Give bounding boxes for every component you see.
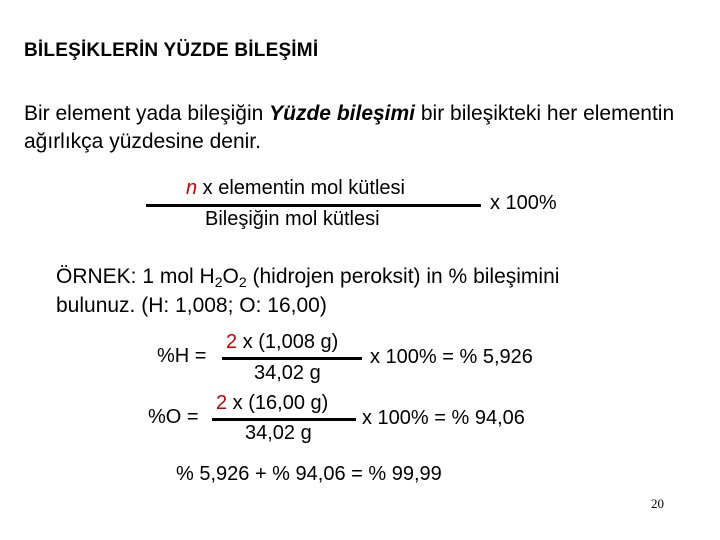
calc-o-result: x 100% = % 94,06 [362,407,525,429]
example-line1-b: O [222,265,239,288]
example-line1-c: (hidrojen peroksit) in % bileşimini [246,265,560,288]
calc-h-numerator-text: x (1,008 g) [237,331,339,353]
calc-o-fraction-bar [212,418,356,421]
formula-numerator-text: x elementin mol kütlesi [197,177,405,199]
calc-h-result: x 100% = % 5,926 [370,346,533,368]
formula-multiplier: x 100% [490,192,557,214]
calc-h-coefficient: 2 [226,331,238,353]
sum-check-line: % 5,926 + % 94,06 = % 99,99 [176,463,442,485]
calc-o-label: %O = [148,406,199,428]
example-line1-a: ÖRNEK: 1 mol H [56,265,215,288]
calc-h-numerator [226,331,338,354]
slide-title: BİLEŞİKLERİN YÜZDE BİLEŞİMİ [24,40,319,61]
formula-denominator: Bileşiğin mol kütlesi [205,208,380,230]
calc-h-denominator: 34,02 g [254,362,321,384]
example-subscript-o: 2 [238,274,247,290]
definition-paragraph [24,100,684,156]
page-number: 20 [651,496,664,511]
calc-o-denominator: 34,02 g [245,422,312,444]
calc-o-numerator-text: x (16,00 g) [227,392,329,414]
example-line2: bulunuz. (H: 1,008; O: 16,00) [56,294,327,317]
definition-text-end: bir bileşikteki her elementin ağırlıkça yüzdesine denir. [24,102,675,153]
calc-o-coefficient: 2 [216,392,228,414]
formula-numerator [186,177,405,200]
calc-h-fraction-bar [222,357,362,360]
example-subscript-h: 2 [214,274,223,290]
calc-h-label: %H = [157,345,207,367]
example-statement [56,262,559,320]
definition-text-start: Bir element yada bileşiğin [24,102,270,125]
calc-o-numerator [216,392,328,415]
formula-n-variable: n [186,177,198,199]
definition-term: Yüzde bileşimi [269,102,416,125]
formula-fraction-bar [146,204,481,207]
